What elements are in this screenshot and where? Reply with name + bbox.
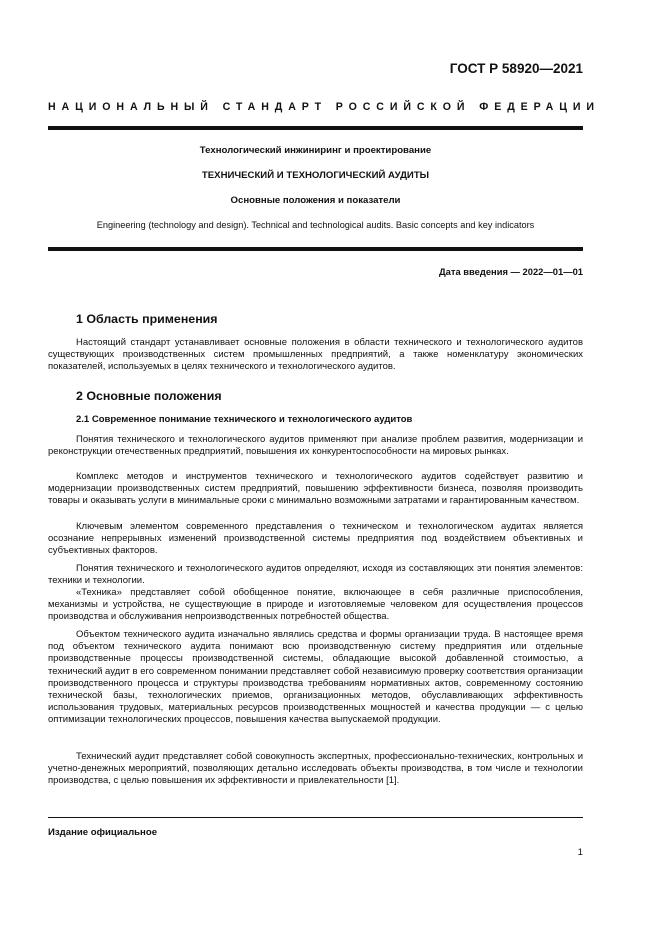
national-standard-caption: НАЦИОНАЛЬНЫЙ СТАНДАРТ РОССИЙСКОЙ ФЕДЕРАЦИИ xyxy=(48,101,600,113)
title-line-3: Основные положения и показатели xyxy=(230,195,401,206)
page-number: 1 xyxy=(577,847,583,858)
subsection-2-1-heading: 2.1 Современное понимание технического и технологического аудитов xyxy=(76,414,413,425)
title-line-1: Технологический инжиниринг и проектирование xyxy=(199,145,432,156)
official-edition-label: Издание официальное xyxy=(48,827,158,838)
section-2-heading: 2 Основные положения xyxy=(76,389,222,403)
paragraph: Понятия технического и технологического аудитов определяют, исходя из составляющих эти понятия элементов: техники и технологии. xyxy=(48,563,583,587)
header-rule xyxy=(48,126,583,130)
footer-rule xyxy=(48,817,583,818)
title-rule xyxy=(48,247,583,251)
section-1-heading: 1 Область применения xyxy=(76,312,218,326)
title-english: Engineering (technology and design). Technical and technological audits. Basic concepts and key indicators xyxy=(96,220,535,230)
section-1-paragraph: Настоящий стандарт устанавливает основные положения в области технического и технологического аудитов существующих производственных систем промышленных предприятий, а также номенклатуру экономических показателей, используемых в целях технического и технологического аудитов. xyxy=(48,337,583,373)
paragraph: Комплекс методов и инструментов технического и технологического аудитов содействует развитию и модернизации производственных систем предприятий, повышению эффективности бизнеса, позволяя производить товары и оказывать услуги в минимальные сроки с минимально возможными затратами и гарантированным качеством. xyxy=(48,471,583,507)
paragraph: Понятия технического и технологического аудитов применяют при анализе проблем развития, модернизации и реконструкции отечественных предприятий, повышения их конкурентоспособности на мировых рынках. xyxy=(48,434,583,458)
paragraph: Технический аудит представляет собой совокупность экспертных, профессионально-технических, контрольных и учетно-денежных мероприятий, позволяющих детально исследовать объекты производства, в том числе и технологии производства, с целью повышения их эффективности и привлекательности [1]. xyxy=(48,751,583,787)
paragraph: Объектом технического аудита изначально являлись средства и формы организации труда. В настоящее время под объектом технического аудита понимают всю производственную систему предприятия или отдельные производственные процессы производственной системы, обладающие высокой добавленной стоимостью, а технический аудит в его современном понимании представляет собой независимую проверку соответствия организации производственного процесса и структуры производства требованиям нормативных актов, современному состоянию технической базы, технологических приемов, организационных методов, обуславливающих эффективность использования трудовых, материальных ресурсов производственных мощностей и качества продукции — с целью оптимизации технологических процессов, повышения качества выпускаемой продукции. xyxy=(48,629,583,726)
gost-number: ГОСТ Р 58920—2021 xyxy=(449,61,583,76)
paragraph: «Техника» представляет собой обобщенное понятие, включающее в себя различные приспособления, механизмы и устройства, не существующие в природе и изготовляемые человеком для осуществления процессов производства и обслуживания непроизводственных потребностей общества. xyxy=(48,587,583,623)
introduction-date: Дата введения — 2022—01—01 xyxy=(438,266,583,277)
paragraph: Ключевым элементом современного представления о техническом и технологическом аудитах является осознание непрерывных изменений производственной системы предприятия под воздействием объективных и субъективных факторов. xyxy=(48,521,583,557)
title-line-2: ТЕХНИЧЕСКИЙ И ТЕХНОЛОГИЧЕСКИЙ АУДИТЫ xyxy=(201,170,430,181)
